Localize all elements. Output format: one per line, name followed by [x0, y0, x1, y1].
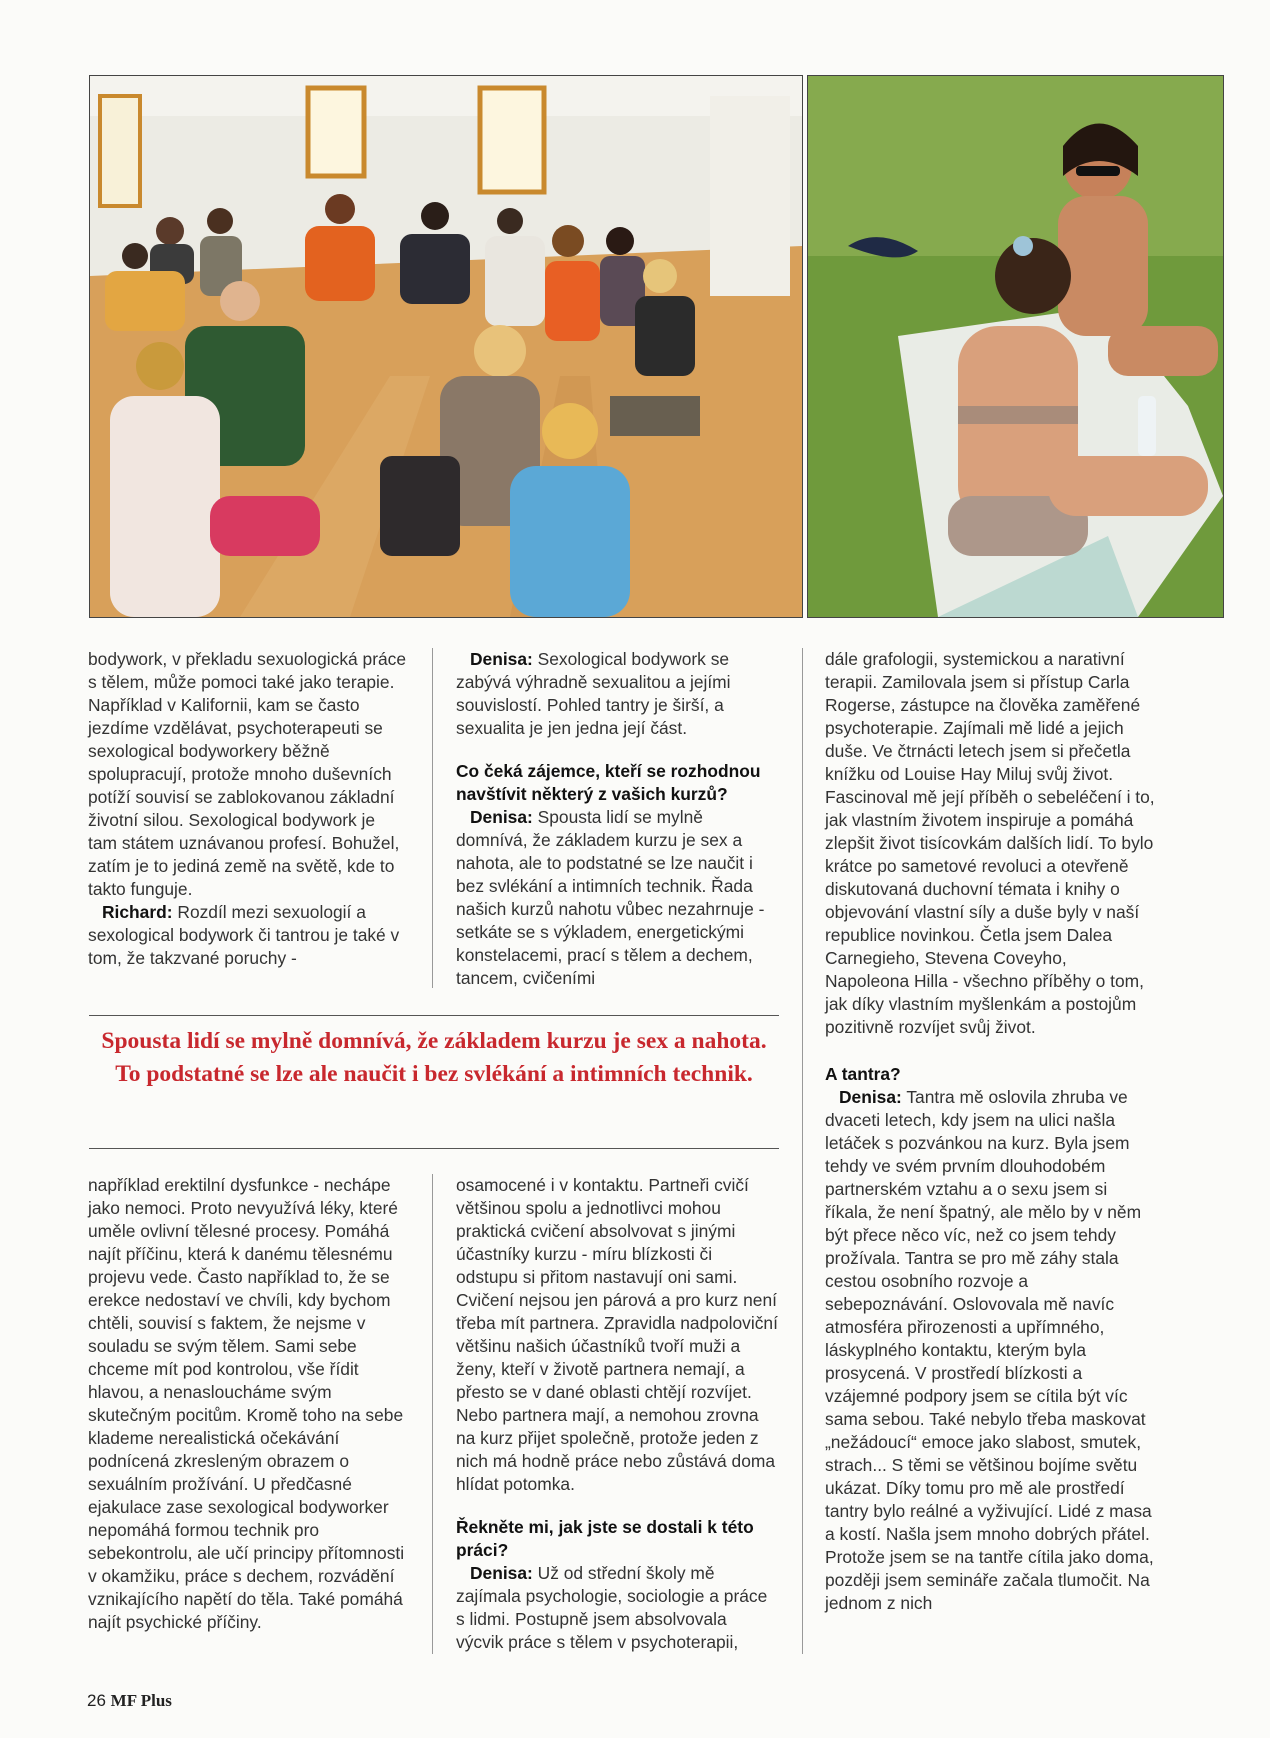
page-footer [87, 1691, 172, 1711]
pullquote-rule-bottom [89, 1148, 779, 1149]
body-paragraph: například erektilní dysfunkce - nechápe jako nemoci. Proto nevyužívá léky, které uměle ovlivní tělesné procesy. Pomáhá najít příčinu, která k danému tělesnému projevu vede. Často například to, že se erekce nedostaví ve chvíli, kdy bychom chtěli, souvisí s faktem, že nejsme v souladu se svým tělem. Sami sebe chceme mít pod kontrolou, vše řídit hlavou, a nenasloucháme svým skutečným pocitům. Kromě toho na sebe klademe nerealistická očekávání podnícená zkresleným obrazem o sexuálním prožívání. U předčasné ejakulace zase sexological bodyworker nepomáhá formou technik pro sebekontrolu, ale učí principy přítomnosti v okamžiku, práce s dechem, rozvádění vznikajícího napětí do těla. Také pomáhá najít psychické příčiny. [88, 1175, 405, 1632]
speaker-label: Richard: [102, 902, 173, 922]
column-divider [432, 1174, 433, 1654]
body-text: Sexological bodywork se zabývá výhradně sexualitou a jejími souvislostí. Pohled tantry je širší, a sexualita je jen jedna její část. [456, 649, 731, 738]
body-text: Spousta lidí se mylně domnívá, že základem kurzu je sex a nahota, ale to podstatné se lze naučit i bez svlékání a intimních technik. Řada našich kurzů nahotu vůbec nezahrnuje - setkáte se s výkladem, energetickými konstelacemi, prací s tělem a dechem, tancem, cvičeními [456, 807, 765, 988]
body-paragraph [825, 1086, 1155, 1615]
speaker-label: Denisa: [470, 807, 533, 827]
speaker-label: Denisa: [470, 649, 533, 669]
body-paragraph: osamocené i v kontaktu. Partneři cvičí většinou spolu a jednotlivci mohou praktická cvičení absolvovat s jinými účastníky kurzu - míru blízkosti či odstupu si přitom nastavují oni sami. Cvičení nejsou jen párová a pro kurz není třeba mít partnera. Zpravidla nadpoloviční většinu našich účastníků tvoří muži a ženy, kteří v životě partnera nemají, a přesto se v dané oblasti chtějí rozvíjet. Nebo partnera mají, a nemohou zrovna na kurz přijet společně, protože jeden z nich má hodně práce nebo zůstává doma hlídat potomka. [456, 1175, 778, 1494]
body-paragraph: dále grafologii, systemickou a narativní terapii. Zamilovala jsem si přístup Carla Rogerse, zástupce na člověka zaměřené psychoterapie. Zajímali mě lidé a jejich duše. Ve čtrnácti letech jsem si přečetla knížku od Louise Hay Miluj svůj život. Fascinoval mě její příběh o sebeléčení i to, jak vlastním životem inspiruje a pomáhá zlepšit život tisícovkám dalších lidí. To bylo krátce po sametové revoluci a otevřeně diskutovaná duchovní témata i knihy o objevování vlastní síly a duše byly v naší republice novinkou. Četla jsem Dalea Carnegieho, Stevena Coveyho, Napoleona Hilla - všechno příběhy o tom, jak díky vlastním myšlenkám a postojům pozitivně rozvíjet svůj život. [825, 649, 1155, 1037]
body-text: Rozdíl mezi sexuologií a sexological bodywork či tantrou je také v tom, že takzvané poruchy - [88, 902, 400, 968]
column-2-bottom [456, 1174, 778, 1654]
interview-question: A tantra? [825, 1064, 901, 1084]
body-paragraph [88, 901, 408, 970]
garden-photo [807, 75, 1224, 618]
column-2-top [456, 648, 778, 990]
speaker-label: Denisa: [839, 1087, 902, 1107]
pullquote-rule-top [89, 1015, 779, 1016]
body-text: Už od střední školy mě zajímala psychologie, sociologie a práce s lidmi. Postupně jsem absolvovala výcvik práce s tělem v psychoterapii, [456, 1563, 768, 1652]
body-paragraph [456, 806, 778, 990]
column-divider [802, 648, 803, 1654]
column-1-top [88, 648, 408, 970]
interview-question: Řekněte mi, jak jste se dostali k této práci? [456, 1517, 754, 1560]
body-paragraph: bodywork, v překladu sexuologická práce s tělem, může pomoci také jako terapie. Například v Kalifornii, kam se často jezdíme vzdělávat, psychoterapeuti se sexological bodyworkery běžně spolupracují, protože mnoho duševních potíží souvisí se zablokovanou základní životní silou. Sexological bodywork je tam státem uznávanou profesí. Bohužel, zatím je to jediná země na světě, kde to takto funguje. [88, 649, 407, 899]
body-text: Tantra mě oslovila zhruba ve dvaceti letech, kdy jsem na ulici našla letáček s pozvánkou na kurz. Byla jsem tehdy ve svém prvním dlouhodobém partnerském vztahu a o sexu jsem si říkala, že není špatný, ale mělo by v něm být přece něco víc, než co jsem tehdy prožívala. Tantra se pro mě záhy stala cestou osobního rozvoje a sebepoznávání. Oslovovala mě navíc atmosféra přirozenosti a upřímného, láskyplného kontaktu, kterým byla prosycená. V prostředí blízkosti a vzájemné podpory jsem se cítila být víc sama sebou. Také nebylo třeba maskovat „nežádoucí“ emoce jako slabost, smutek, strach... S těmi se většinou bojíme světu ukázat. Díky tomu pro mě ale prostředí tantry bylo reálné a vyživující. Lidé z masa a kostí. Našla jsem mnoho dobrých přátel. Protože jsem se na tantře cítila jako doma, později jsem semináře začala tlumočit. Na jednom z nich [825, 1087, 1154, 1613]
body-paragraph [456, 648, 778, 740]
page-number: 26 [87, 1691, 106, 1710]
magazine-name: MF Plus [110, 1691, 172, 1710]
speaker-label: Denisa: [470, 1563, 533, 1583]
workshop-photo [89, 75, 803, 618]
column-3 [825, 648, 1155, 1615]
column-divider [432, 648, 433, 988]
interview-question: Co čeká zájemce, kteří se rozhodnou navštívit některý z vašich kurzů? [456, 761, 761, 804]
body-paragraph [456, 1562, 778, 1654]
column-1-bottom [88, 1174, 408, 1634]
pull-quote: Spousta lidí se mylně domnívá, že základem kurzu je sex a nahota. To podstatné se lze ale naučit i bez svlékání a intimních technik. [101, 1028, 767, 1087]
